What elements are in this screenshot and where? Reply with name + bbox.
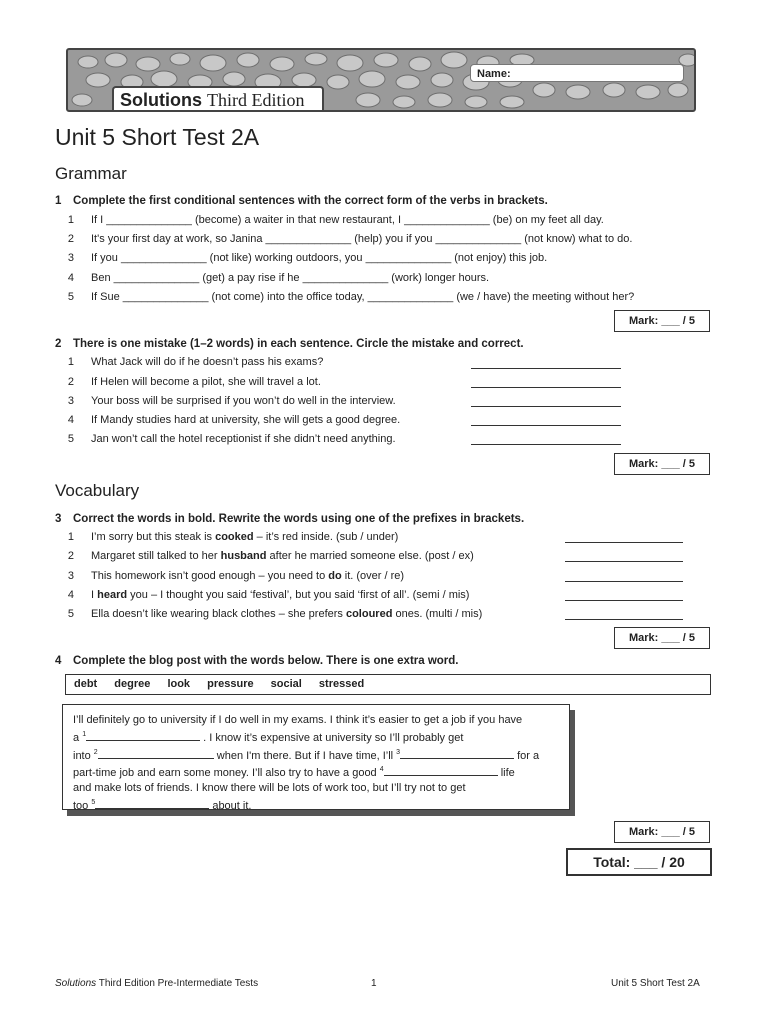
word-bank-item: debt: [74, 678, 98, 690]
blank-3[interactable]: [400, 748, 514, 759]
mark-box-q2: Mark: ___ / 5: [614, 453, 710, 475]
word-bank-item: degree: [114, 678, 151, 690]
answer-line[interactable]: [565, 561, 683, 562]
mark-box-q1: Mark: ___ / 5: [614, 310, 710, 332]
blank-2[interactable]: [98, 748, 214, 759]
mark-box-q3: Mark: ___ / 5: [614, 627, 710, 649]
blank-5[interactable]: [95, 798, 209, 809]
answer-line[interactable]: [471, 387, 621, 388]
footer-right: Unit 5 Short Test 2A: [611, 978, 700, 989]
page-title: Unit 5 Short Test 2A: [55, 124, 260, 150]
answer-line[interactable]: [565, 542, 683, 543]
question-3-instruction: 3 Correct the words in bold. Rewrite the words using one of the prefixes in brackets.: [55, 513, 525, 525]
footer-left: Solutions Third Edition Pre-Intermediate Tests: [55, 978, 259, 989]
question-4-instruction: 4 Complete the blog post with the words below. There is one extra word.: [55, 655, 459, 667]
blog-post: I’ll definitely go to university if I do well in my exams. I think it’s easier to get a job if you have a $^1$ . I know it’s expensive at university so I’ll probably get into $^2$ when I'm there. But if I have time, I’ll $^3$ for a part-time job and earn some money. I’ll also try to have a good $^4$ life and make lots of friends. I know there will be lots of work too, but I’ll try not to get too $^5$ about it.: [62, 704, 570, 810]
blank-4[interactable]: [384, 765, 498, 776]
brand-logo: Solutions Third Edition: [120, 90, 305, 110]
word-bank: [65, 674, 711, 695]
answer-line[interactable]: [471, 406, 621, 407]
answer-line[interactable]: [565, 581, 683, 582]
answer-line[interactable]: [565, 600, 683, 601]
name-label: Name:: [477, 68, 511, 80]
footer-page-number: 1: [371, 978, 377, 989]
word-bank-item: look: [167, 678, 191, 690]
section-heading-vocabulary: Vocabulary: [55, 481, 140, 500]
section-heading-grammar: Grammar: [55, 164, 127, 183]
question-1-instruction: 1 Complete the first conditional sentences with the correct form of the verbs in brackets.: [55, 195, 548, 207]
answer-line[interactable]: [565, 619, 683, 620]
question-2-instruction: 2 There is one mistake (1–2 words) in each sentence. Circle the mistake and correct.: [55, 338, 524, 350]
word-bank-item: social: [270, 678, 302, 690]
mark-box-q4: Mark: ___ / 5: [614, 821, 710, 843]
word-bank-item: pressure: [207, 678, 254, 690]
total-box: Total: ___ / 20: [566, 848, 712, 876]
blank-1[interactable]: [86, 730, 200, 741]
word-bank-item: stressed: [318, 678, 365, 690]
answer-line[interactable]: [471, 368, 621, 369]
answer-line[interactable]: [471, 444, 621, 445]
name-field[interactable]: [470, 64, 684, 82]
answer-line[interactable]: [471, 425, 621, 426]
